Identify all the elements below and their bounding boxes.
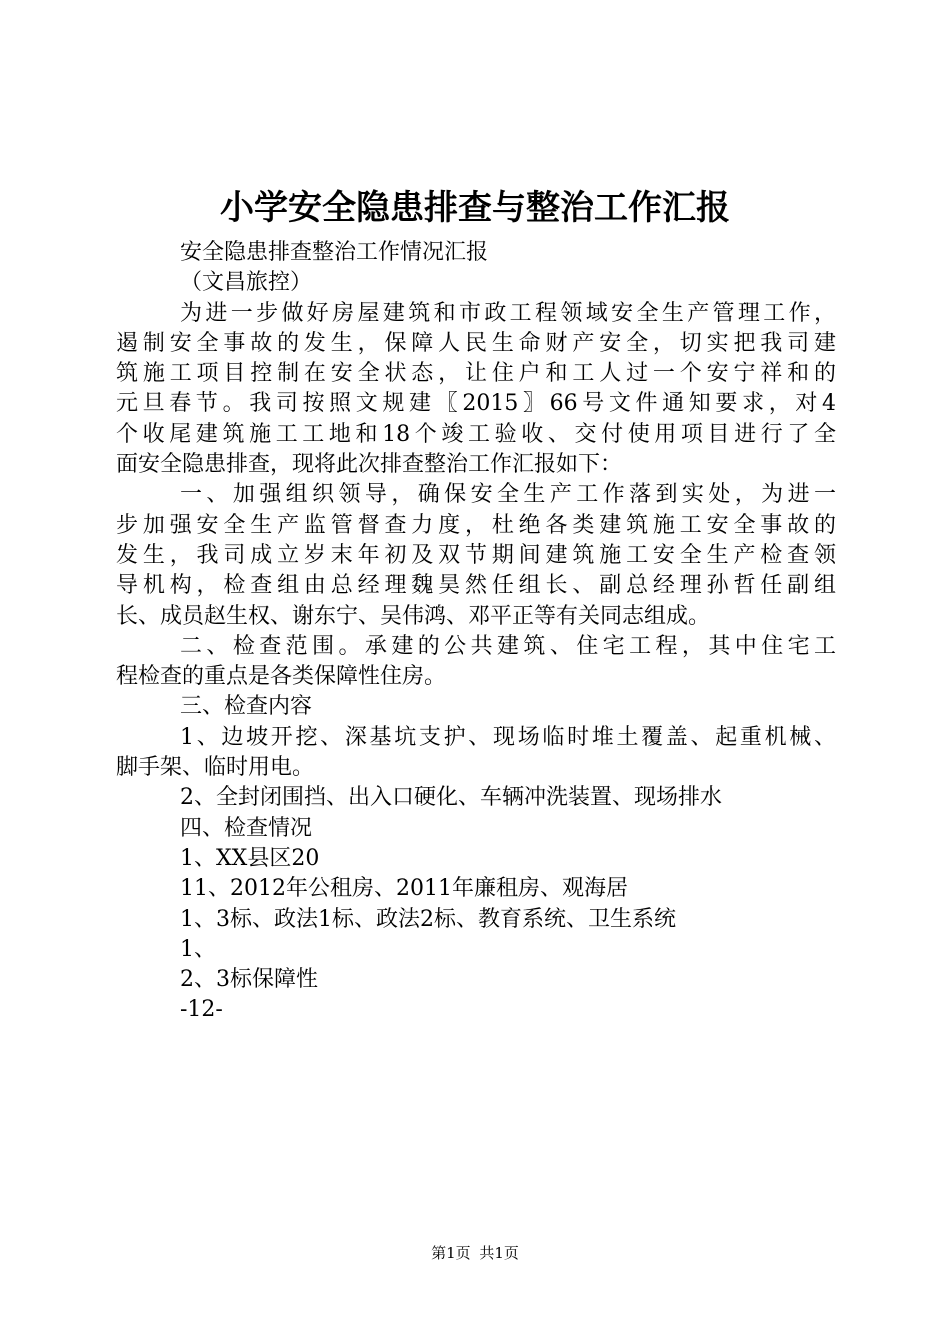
- list-item: 2、3标保障性: [180, 967, 318, 993]
- list-item: 11、2012年公租房、2011年廉租房、观海居: [180, 876, 628, 902]
- footer-total-label: 共1页: [479, 1244, 519, 1262]
- paragraph-line: 二、检查范围。承建的公共建筑、住宅工程，其中住宅工: [180, 633, 836, 659]
- paragraph-line: 1、边坡开挖、深基坑支护、现场临时堆土覆盖、起重机械、: [180, 724, 836, 750]
- list-item: 1、: [180, 936, 216, 962]
- paragraph-line: 一、加强组织领导，确保安全生产工作落到实处，为进一: [180, 482, 836, 508]
- paragraph-line: 2、全封闭围挡、出入口硬化、车辆冲洗装置、现场排水: [180, 785, 722, 811]
- paragraph-line: 筑施工项目控制在安全状态，让住户和工人过一个安宁祥和的: [116, 361, 836, 387]
- paragraph-line: 个收尾建筑施工工地和18个竣工验收、交付使用项目进行了全: [116, 421, 836, 447]
- paragraph-line: 导机构，检查组由总经理魏昊然任组长、副总经理孙哲任副组: [116, 573, 836, 599]
- author-line: （文昌旅控）: [180, 270, 313, 296]
- section-heading: 三、检查内容: [180, 694, 313, 720]
- inline-page-number: -12-: [180, 997, 223, 1023]
- paragraph-line: 脚手架、临时用电。: [116, 755, 315, 781]
- paragraph-line: 步加强安全生产监管督查力度，杜绝各类建筑施工安全事故的: [116, 512, 836, 538]
- paragraph-line: 元旦春节。我司按照文规建〖2015〗66号文件通知要求，对4: [116, 391, 836, 417]
- document-body: [116, 238, 836, 1026]
- list-item: 1、3标、政法1标、政法2标、教育系统、卫生系统: [180, 906, 676, 932]
- paragraph-line: 发生，我司成立岁末年初及双节期间建筑施工安全生产检查领: [116, 542, 836, 568]
- paragraph-line: 为进一步做好房屋建筑和市政工程领域安全生产管理工作，: [180, 300, 836, 326]
- subtitle-line: 安全隐患排查整治工作情况汇报: [180, 240, 489, 265]
- section-heading: 四、检查情况: [180, 815, 313, 841]
- paragraph-line: 面安全隐患排查，现将此次排查整治工作汇报如下：: [116, 452, 623, 478]
- list-item: 1、XX县区20: [180, 845, 320, 871]
- paragraph-line: 程检查的重点是各类保障性住房。: [116, 664, 447, 690]
- paragraph-line: 遏制安全事故的发生，保障人民生命财产安全，切实把我司建: [116, 330, 836, 356]
- document-title: 小学安全隐患排查与整治工作汇报: [220, 188, 730, 228]
- paragraph-line: 长、成员赵生权、谢东宁、吴伟鸿、邓平正等有关同志组成。: [116, 603, 711, 629]
- footer-page-label: 第1页: [431, 1244, 471, 1262]
- page-footer: [0, 1243, 950, 1263]
